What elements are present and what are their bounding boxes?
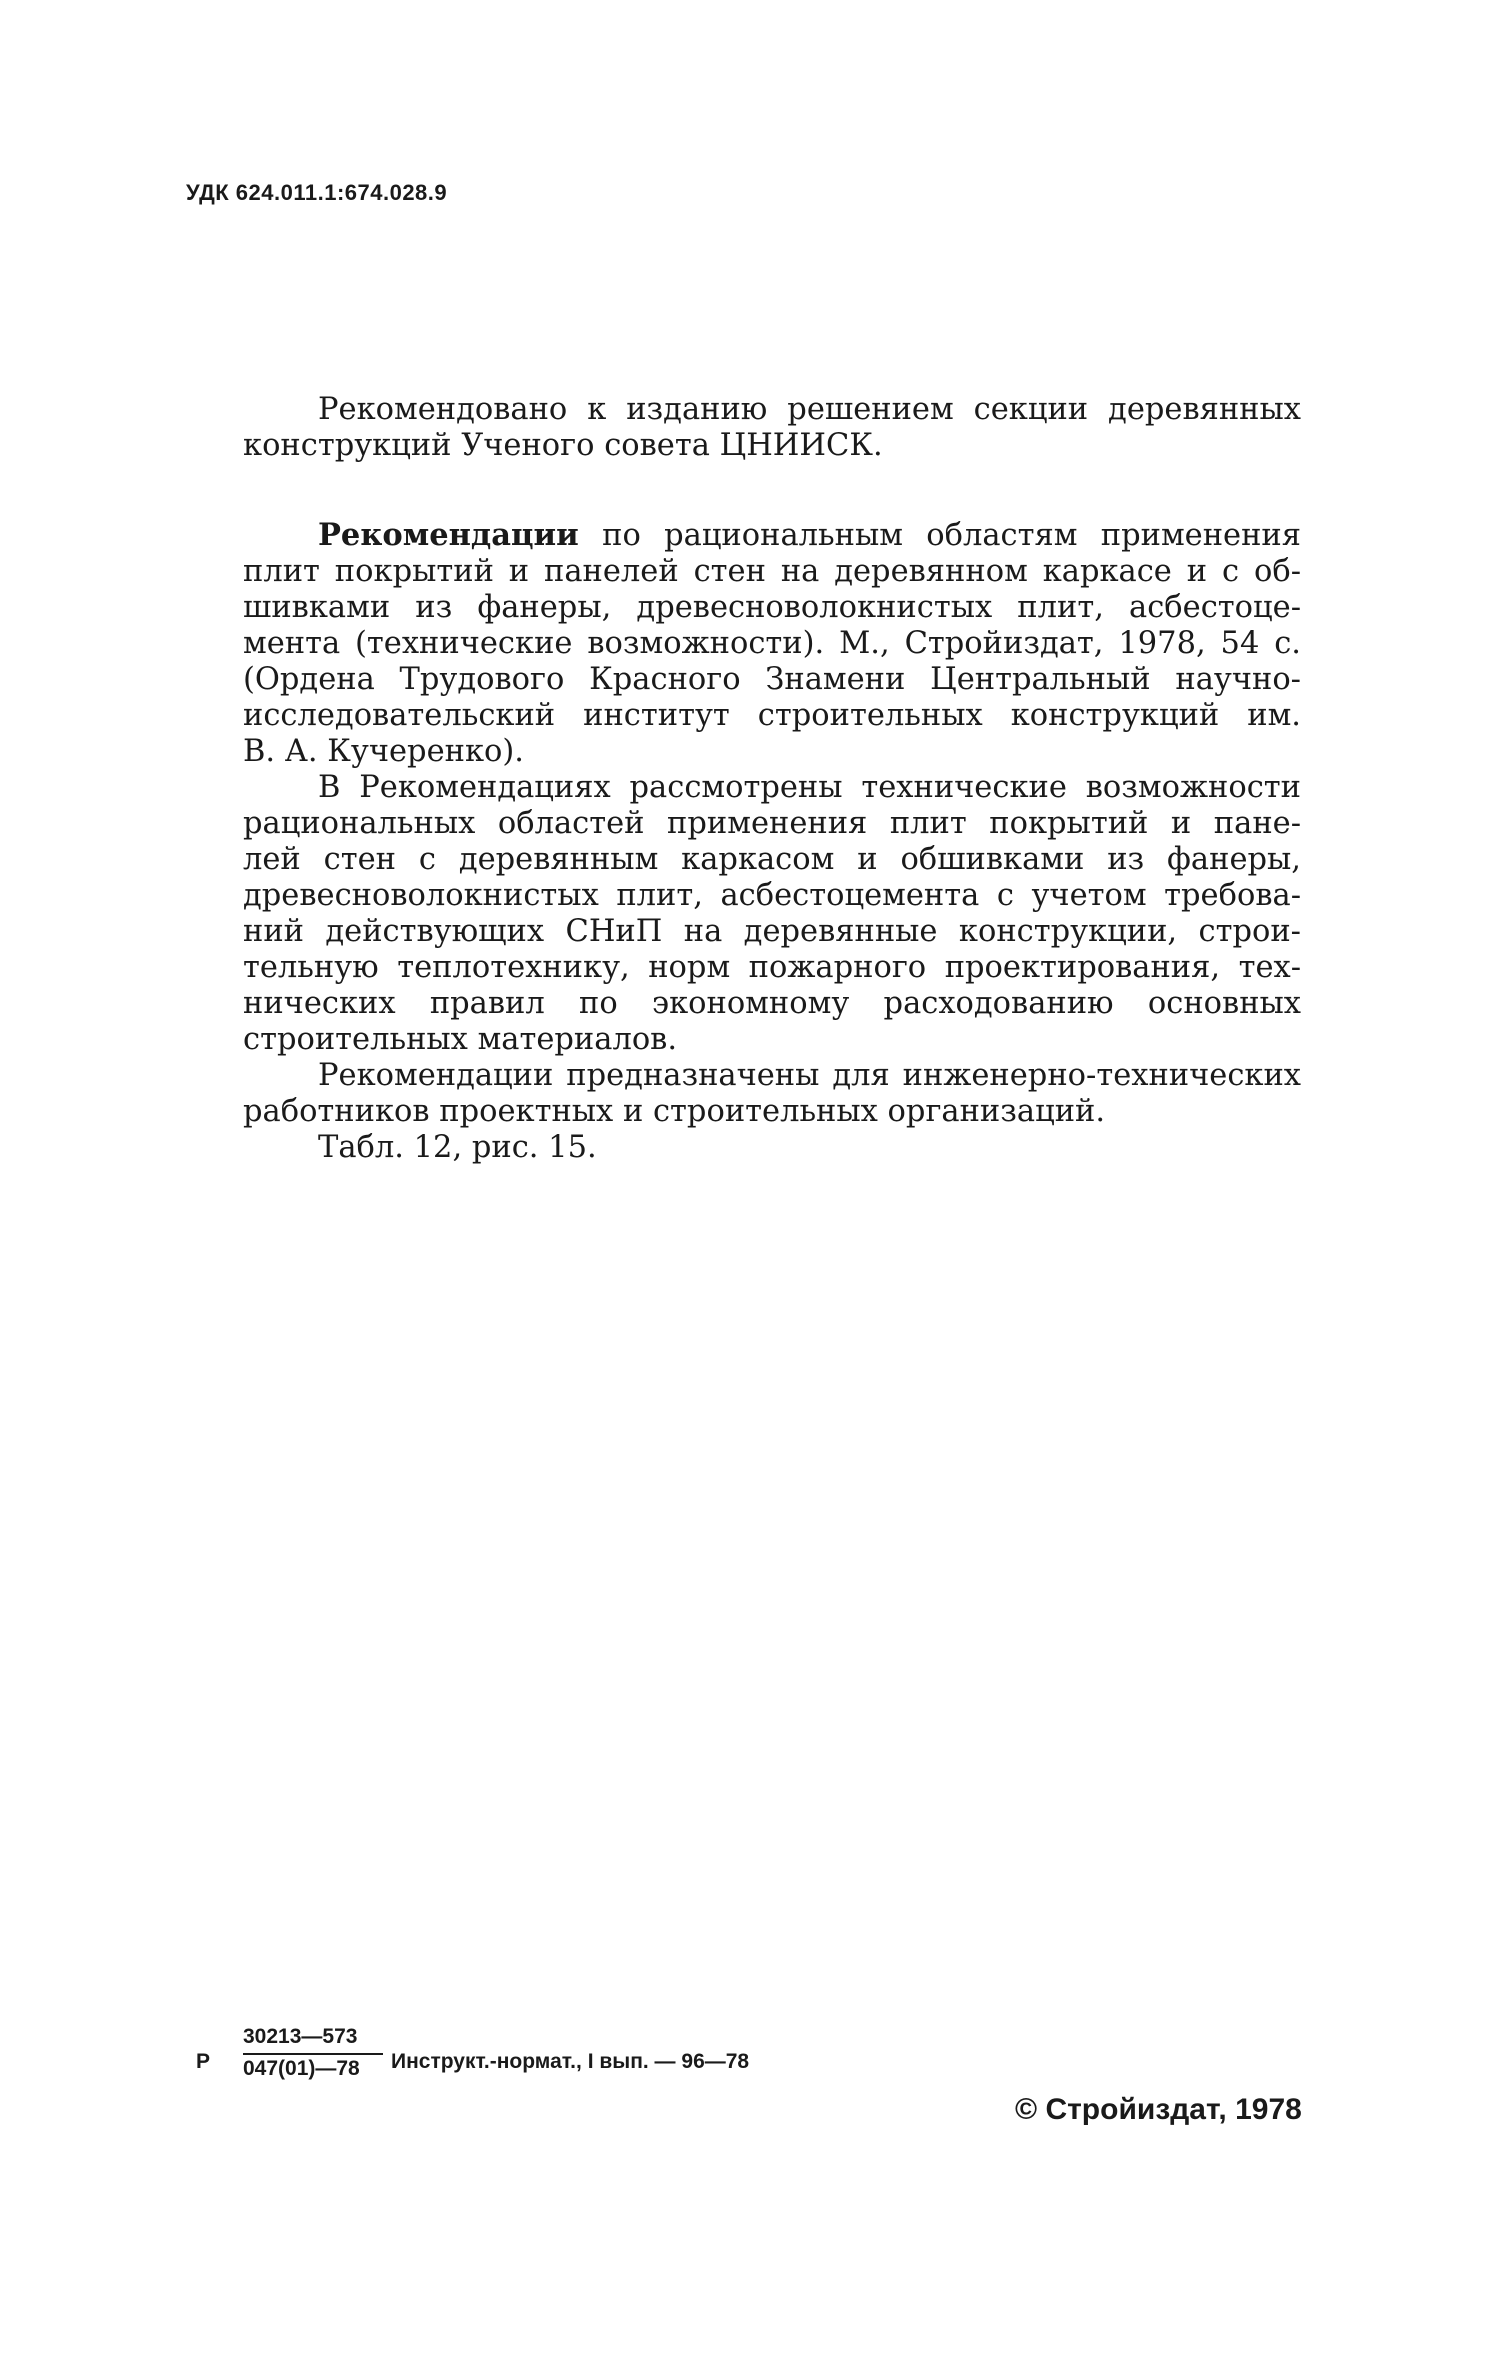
abstract-line: шивками из фанеры, древесноволокнистых плит, асбестоце- bbox=[243, 590, 1301, 625]
text-line: Рекомендовано к изданию решением секции деревянных bbox=[318, 392, 1301, 427]
code-fraction bbox=[243, 2025, 385, 2081]
description-line: древесноволокнистых плит, асбестоцемента с учетом требова- bbox=[243, 878, 1301, 913]
text-line bbox=[243, 517, 1301, 554]
abstract-line: по рациональным областям применения bbox=[578, 518, 1301, 553]
text-line: конструкций Ученого совета ЦНИИСК. bbox=[243, 428, 883, 463]
description-line: тельную теплотехнику, норм пожарного проектирования, тех- bbox=[243, 950, 1301, 985]
abstract-line: мента (технические возможности). М., Стройиздат, 1978, 54 с. bbox=[243, 626, 1301, 661]
description-line: строительных материалов. bbox=[243, 1022, 678, 1057]
abstract-lead: Рекомендации bbox=[318, 517, 579, 553]
audience-line: Рекомендации предназначены для инженерно-технических bbox=[318, 1058, 1301, 1093]
audience-line: работников проектных и строительных организаций. bbox=[243, 1094, 1106, 1129]
description-line: ний действующих СНиП на деревянные конструкции, строи- bbox=[243, 914, 1301, 949]
code-letter: Р bbox=[196, 2050, 211, 2073]
description-line: В Рекомендациях рассмотрены технические возможности bbox=[318, 770, 1301, 805]
udk-code: УДК 624.011.1:674.028.9 bbox=[186, 180, 448, 205]
abstract-line: исследовательский институт строительных конструкций им. bbox=[243, 698, 1301, 733]
copyright-notice: © Стройиздат, 1978 bbox=[1015, 2093, 1302, 2126]
tables-figures-count: Табл. 12, рис. 15. bbox=[318, 1130, 597, 1165]
code-numerator: 30213—573 bbox=[243, 2025, 358, 2048]
description-line: рациональных областей применения плит покрытий и пане- bbox=[243, 806, 1301, 841]
abstract-block bbox=[243, 517, 1301, 1166]
abstract-line: (Ордена Трудового Красного Знамени Центральный научно- bbox=[243, 662, 1301, 697]
abstract-line: плит покрытий и панелей стен на деревянном каркасе и с об- bbox=[243, 554, 1301, 589]
abstract-line: В. А. Кучеренко). bbox=[243, 734, 524, 769]
description-line: лей стен с деревянным каркасом и обшивками из фанеры, bbox=[243, 842, 1301, 877]
recommendation-statement bbox=[243, 392, 1301, 464]
code-denominator: 047(01)—78 bbox=[243, 2057, 360, 2080]
series-info: Инструкт.-нормат., I вып. — 96—78 bbox=[391, 2050, 750, 2073]
description-line: нических правил по экономному расходованию основных bbox=[243, 986, 1301, 1021]
